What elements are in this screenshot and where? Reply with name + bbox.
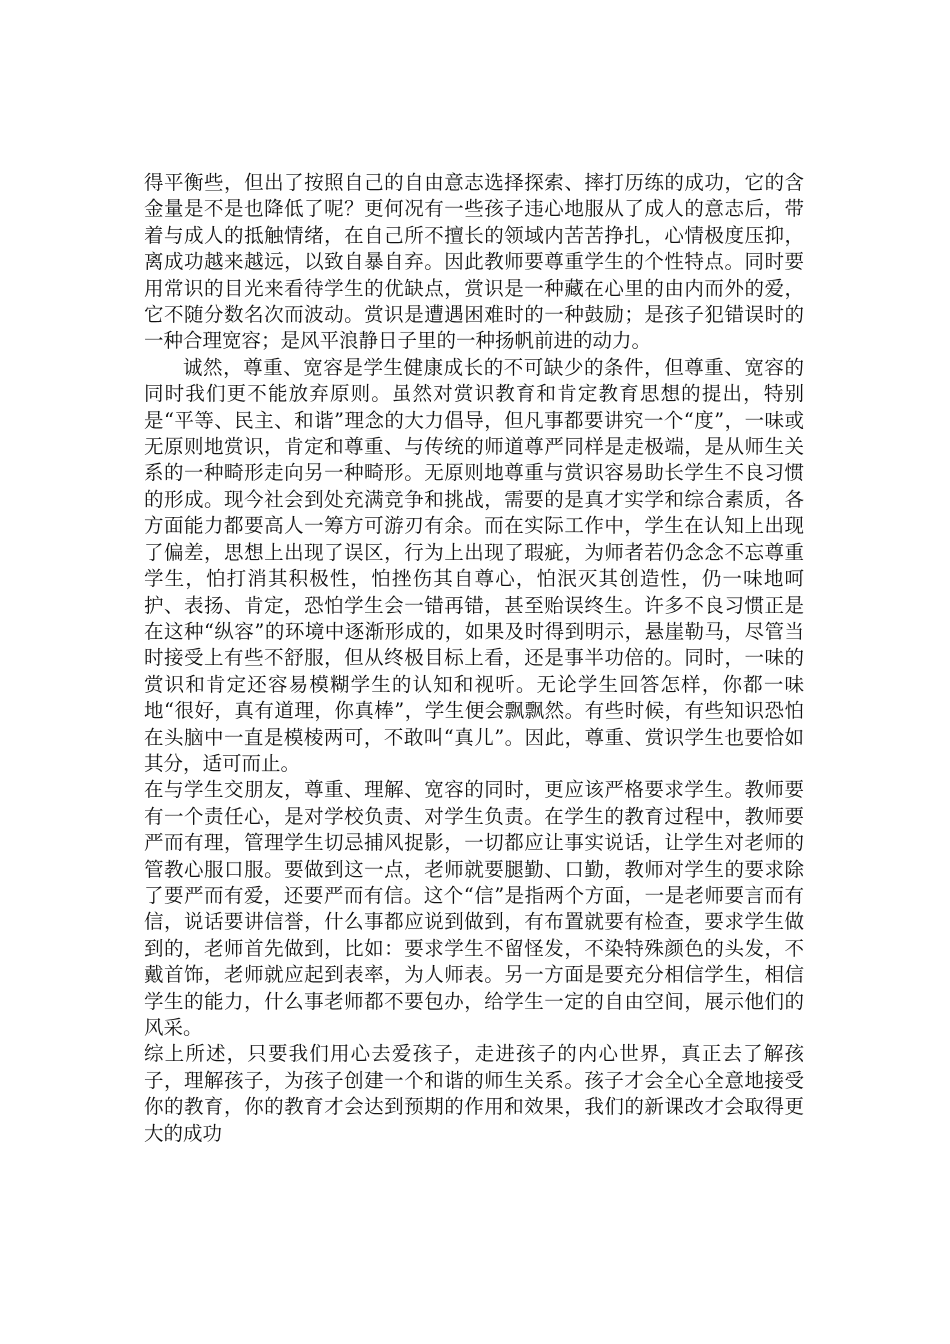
paragraph-strict-requirements: 在与学生交朋友，尊重、理解、宽容的同时，更应该严格要求学生。教师要有一个责任心，是对学校负责、对学生负责。在学生的教育过程中，教师要严而有理，管理学生切忌捕风捉影，一切都应让事实说话，让学生对老师的管教心服口服。要做到这一点，老师就要腿勤、口勤，教师对学生的要求除了要严而有爱，还要严而有信。这个“信”是指两个方面，一是老师要言而有信，说话要讲信誉，什么事都应说到做到，有布置就要有检查，要求学生做到的，老师首先做到，比如：要求学生不留怪发，不染特殊颜色的头发，不戴首饰，老师就应起到表率，为人师表。另一方面是要充分相信学生，相信学生的能力，什么事老师都不要包办，给学生一定的自由空间，展示他们的风采。: [144, 778, 804, 1039]
document-body: [144, 170, 804, 1147]
paragraph-continuation: 得平衡些，但出了按照自己的自由意志选择探索、摔打历练的成功，它的含金量是不是也降低了呢？更何况有一些孩子违心地服从了成人的意志后，带着与成人的抵触情绪，在自己所不擅长的领域内苦苦挣扎，心情极度压抑，离成功越来越远，以致自暴自弃。因此教师要尊重学生的个性特点。同时要用常识的目光来看待学生的优缺点，赏识是一种藏在心里的由内而外的爱，它不随分数名次而波动。赏识是遭遇困难时的一种鼓励；是孩子犯错误时的一种合理宽容；是风平浪静日子里的一种扬帆前进的动力。: [144, 171, 804, 353]
paragraph-respect-and-principle: 诚然，尊重、宽容是学生健康成长的不可缺少的条件，但尊重、宽容的同时我们更不能放弃原则。虽然对赏识教育和肯定教育思想的提出，特别是“平等、民主、和谐”理念的大力倡导，但凡事都要讲究一个“度”，一味或无原则地赏识，肯定和尊重、与传统的师道尊严同样是走极端，是从师生关系的一种畸形走向另一种畸形。无原则地尊重与赏识容易助长学生不良习惯的形成。现今社会到处充满竞争和挑战，需要的是真才实学和综合素质，各方面能力都要高人一筹方可游刃有余。而在实际工作中，学生在认知上出现了偏差，思想上出现了误区，行为上出现了瑕疵，为师者若仍念念不忘尊重学生，怕打消其积极性，怕挫伤其自尊心，怕泯灭其创造性，仍一味地呵护、表扬、肯定，恐怕学生会一错再错，甚至贻误终生。许多不良习惯正是在这种“纵容”的环境中逐渐形成的，如果及时得到明示，悬崖勒马，尽管当时接受上有些不舒服，但从终极目标上看，还是事半功倍的。同时，一味的赏识和肯定还容易模糊学生的认知和视听。无论学生回答怎样，你都一味地“很好，真有道理，你真棒”，学生便会飘飘然。有些时候，有些知识恐怕在头脑中一直是模棱两可，不敢叫“真儿”。因此，尊重、赏识学生也要恰如其分，适可而止。: [144, 355, 804, 775]
paragraph-conclusion: 综上所述，只要我们用心去爱孩子，走进孩子的内心世界，真正去了解孩子，理解孩子，为孩子创建一个和谐的师生关系。孩子才会全心全意地接受你的教育，你的教育才会达到预期的作用和效果，我们的新课改才会取得更大的成功: [144, 1042, 804, 1145]
